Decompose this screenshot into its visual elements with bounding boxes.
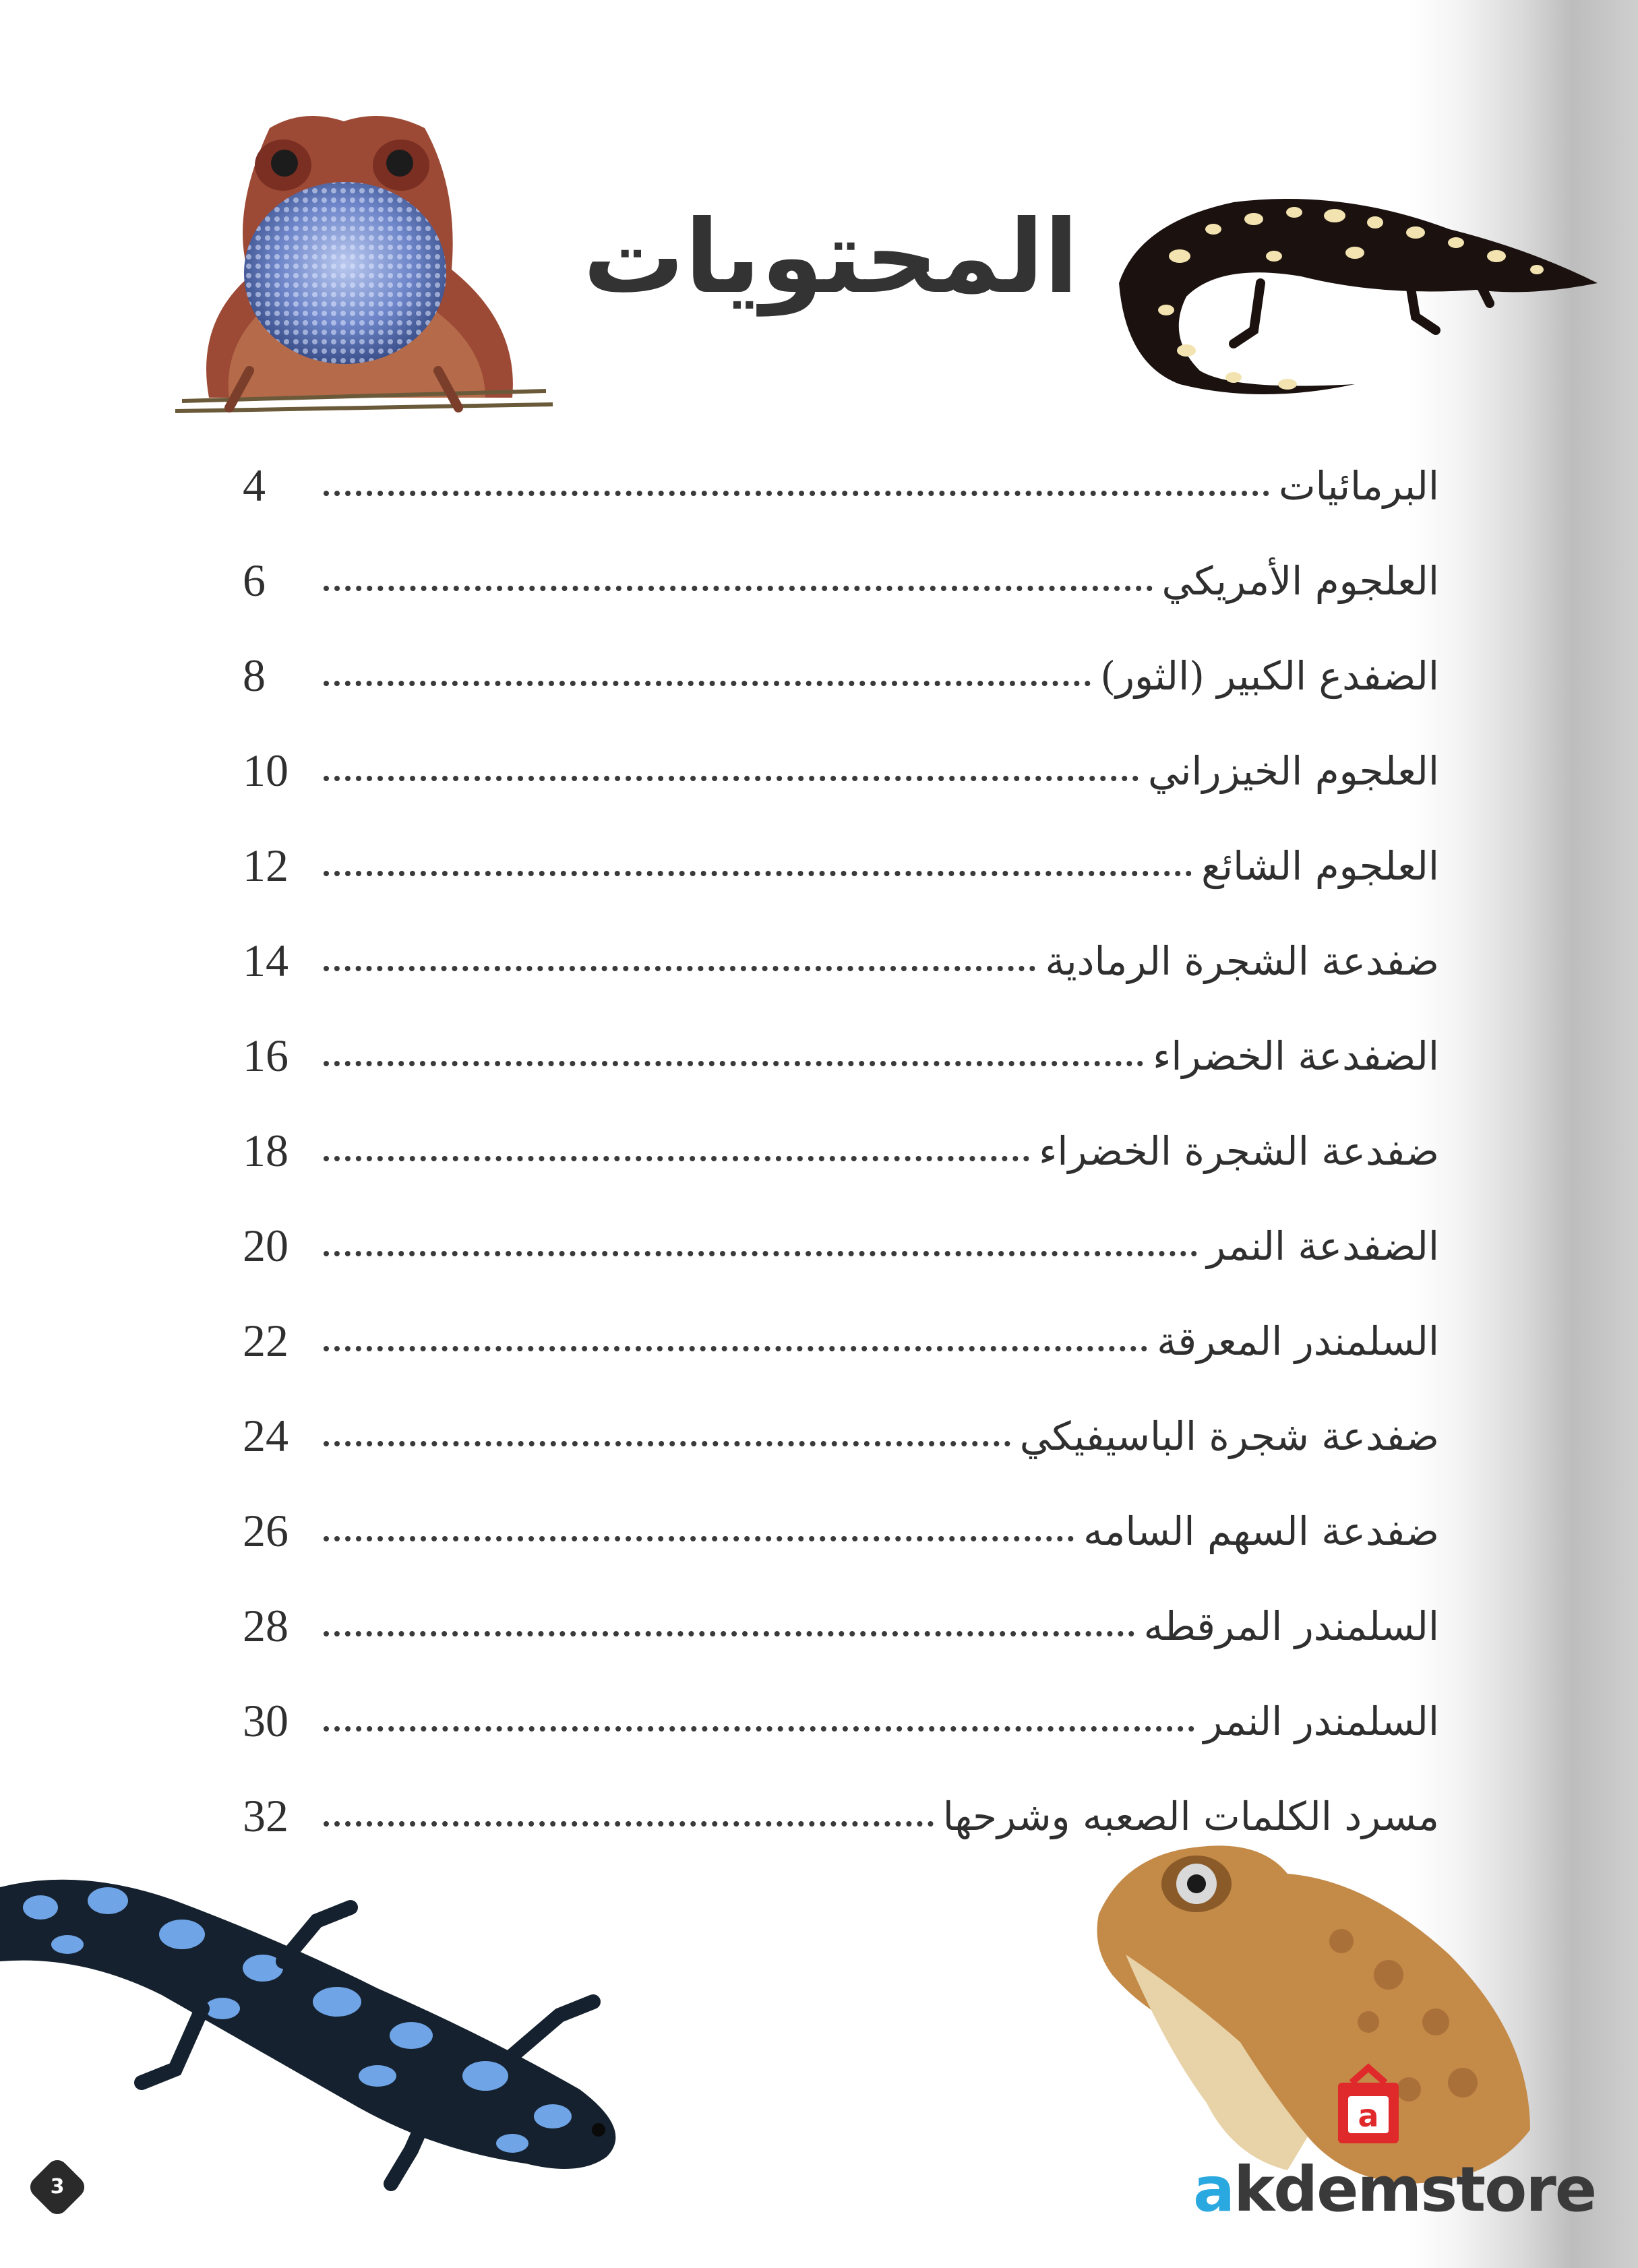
toc-entry[interactable] [243, 1674, 1439, 1769]
toc-leader-dots [324, 681, 1091, 686]
toc-leader-dots [324, 1156, 1029, 1161]
toc-page-number: 26 [243, 1505, 289, 1556]
toc-page-number: 6 [243, 555, 266, 606]
spotted-salamander-illustration [1099, 162, 1611, 404]
toc-leader-dots [324, 1251, 1197, 1256]
book-logo-icon [1331, 2062, 1405, 2150]
toc-entry-title: الضفدعة الخضراء [1153, 1033, 1439, 1079]
toc-entry-title: مسرد الكلمات الصعبه وشرحها [942, 1793, 1439, 1839]
toc-entry[interactable] [243, 1198, 1439, 1293]
page-number-badge [20, 2150, 94, 2224]
toc-entry-title: السلمندر المعرقة [1157, 1318, 1439, 1364]
table-of-contents [243, 438, 1439, 1864]
toc-entry-title: ضفدعة شجرة الباسيفيكي [1019, 1413, 1439, 1459]
toc-leader-dots [324, 1536, 1074, 1541]
toc-entry-title: السلمندر النمر [1203, 1698, 1439, 1744]
toc-leader-dots [324, 1061, 1143, 1066]
toc-page-number: 20 [243, 1220, 289, 1271]
toc-entry-title: العلجوم الخيزراني [1147, 747, 1439, 794]
toc-entry-title: ضفدعة الشجرة الخضراء [1039, 1128, 1439, 1174]
page-number: 3 [50, 2175, 65, 2199]
toc-page-number: 30 [243, 1695, 289, 1746]
toc-entry-title: ضفدعة السهم السامه [1083, 1508, 1439, 1554]
marbled-salamander-illustration [0, 1860, 647, 2238]
toc-page-number: 24 [243, 1410, 289, 1461]
toc-page-number: 32 [243, 1790, 289, 1841]
svg-text:a: a [1358, 2097, 1379, 2134]
toc-page-number: 18 [243, 1125, 289, 1176]
watermark-prefix: a [1193, 2153, 1234, 2226]
toc-leader-dots [324, 586, 1153, 591]
toc-leader-dots [324, 1346, 1147, 1351]
toc-page-number: 16 [243, 1030, 289, 1081]
toc-page-number: 8 [243, 650, 266, 701]
toc-page-number: 10 [243, 745, 289, 796]
toc-page-number: 12 [243, 840, 289, 891]
frog-illustration [169, 101, 559, 418]
toc-leader-dots [324, 776, 1139, 781]
toc-entry[interactable] [243, 913, 1439, 1008]
toc-entry[interactable] [243, 1579, 1439, 1674]
toc-entry[interactable] [243, 533, 1439, 628]
akdemstore-watermark [1193, 2062, 1596, 2244]
toc-entry-title: الضفدع الكبير (الثور) [1100, 652, 1439, 699]
toc-leader-dots [324, 1441, 1010, 1446]
page-title: المحتويات [582, 199, 1079, 316]
toc-leader-dots [324, 871, 1192, 876]
toc-leader-dots [324, 1726, 1194, 1731]
toc-entry[interactable] [243, 818, 1439, 913]
toc-entry[interactable] [243, 628, 1439, 723]
toc-leader-dots [324, 1631, 1134, 1636]
toc-page-number: 22 [243, 1315, 289, 1366]
toc-entry-title: ضفدعة الشجرة الرمادية [1045, 938, 1439, 984]
watermark-text [1193, 2153, 1596, 2226]
toc-entry[interactable] [243, 1008, 1439, 1103]
toc-entry[interactable] [243, 1388, 1439, 1483]
toc-entry-title: السلمندر المرقطه [1143, 1603, 1439, 1649]
toc-leader-dots [324, 1821, 934, 1827]
toc-entry-title: الضفدعة النمر [1207, 1223, 1439, 1269]
toc-leader-dots [324, 966, 1035, 971]
watermark-rest: kdemstore [1234, 2153, 1596, 2226]
toc-entry[interactable] [243, 1483, 1439, 1579]
toc-page-number: 14 [243, 935, 289, 986]
toc-entry-title: العلجوم الأمريكي [1161, 557, 1439, 604]
toc-entry-title: العلجوم الشائع [1201, 842, 1439, 889]
toc-leader-dots [324, 491, 1269, 496]
toc-entry[interactable] [243, 1103, 1439, 1198]
toc-entry-title: البرمائيات [1279, 462, 1439, 509]
toc-entry[interactable] [243, 1293, 1439, 1388]
toc-entry[interactable] [243, 438, 1439, 533]
toc-page-number: 4 [243, 460, 266, 511]
toc-entry[interactable] [243, 723, 1439, 818]
toc-page-number: 28 [243, 1600, 289, 1651]
